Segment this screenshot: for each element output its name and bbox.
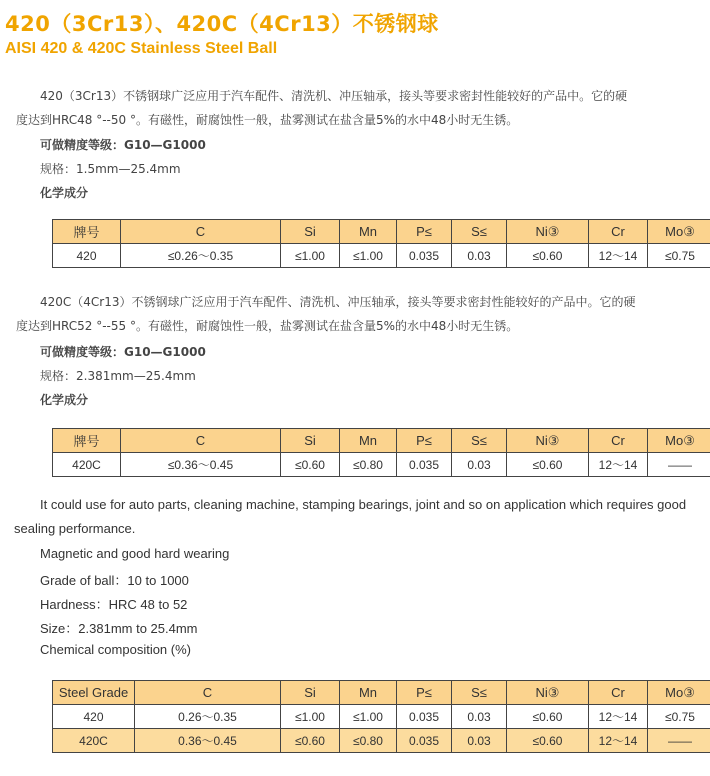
table-cell: ≤1.00: [281, 705, 340, 729]
section2-chem-label: 化学成分: [40, 393, 89, 407]
header-cell: Cr: [589, 429, 648, 453]
section2-desc-line2: 度达到HRC52 °--55 °。有磁性，耐腐蚀性一般，盐雾测试在盐含量5%的水中48小时无生锈。: [16, 319, 519, 333]
header-cell: Mn: [340, 429, 397, 453]
table-cell: ≤1.00: [281, 244, 340, 268]
header-cell: Mo③: [648, 429, 710, 453]
table-cell: 420C: [53, 729, 135, 753]
table-row: [53, 705, 710, 729]
table-420: [52, 219, 710, 268]
header-cell: Si: [281, 681, 340, 705]
header-cell: S≤: [452, 681, 507, 705]
header-cell: P≤: [397, 220, 452, 244]
table-cell: 0.035: [397, 244, 452, 268]
table-cell: 0.03: [452, 244, 507, 268]
table-header-row: [53, 429, 710, 453]
table-cell: 420: [53, 705, 135, 729]
table-cell: ≤0.60: [507, 705, 589, 729]
table-cell: ≤0.80: [340, 729, 397, 753]
header-cell: 牌号: [53, 429, 121, 453]
header-cell: P≤: [397, 681, 452, 705]
english-hardness: Hardness：HRC 48 to 52: [40, 597, 188, 612]
section1-grade: 可做精度等级：G10—G1000: [40, 138, 206, 152]
header-cell: Cr: [589, 681, 648, 705]
header-cell: Ni③: [507, 429, 589, 453]
header-cell: S≤: [452, 429, 507, 453]
table-header-row: [53, 220, 710, 244]
table-cell: ≤0.60: [507, 729, 589, 753]
header-cell: Si: [281, 429, 340, 453]
header-cell: C: [135, 681, 281, 705]
english-magnetic: Magnetic and good hard wearing: [40, 546, 230, 561]
header-cell: S≤: [452, 220, 507, 244]
english-grade: Grade of ball：10 to 1000: [40, 573, 189, 588]
header-cell: Mn: [340, 681, 397, 705]
table-cell: 0.03: [452, 453, 507, 477]
page-title-cn: 420（3Cr13）、420C（4Cr13）不锈钢球: [5, 12, 439, 36]
header-cell: C: [121, 220, 281, 244]
table-cell: ≤0.36～0.45: [121, 453, 281, 477]
section1-chem-label: 化学成分: [40, 186, 89, 200]
table-cell: 0.36～0.45: [135, 729, 281, 753]
table-cell: ——: [648, 453, 710, 477]
header-cell: P≤: [397, 429, 452, 453]
table-cell: ≤0.75: [648, 244, 710, 268]
table-cell: ≤0.75: [648, 705, 710, 729]
header-cell: C: [121, 429, 281, 453]
header-cell: Mn: [340, 220, 397, 244]
table-cell: ≤0.60: [281, 453, 340, 477]
table-cell: 12～14: [589, 453, 648, 477]
table-cell: 0.035: [397, 705, 452, 729]
header-cell: Cr: [589, 220, 648, 244]
table-cell: ≤1.00: [340, 244, 397, 268]
table-row: [53, 453, 710, 477]
table-cell: ≤0.60: [507, 453, 589, 477]
table-cell: ≤0.60: [507, 244, 589, 268]
table-cell: 12～14: [589, 705, 648, 729]
table-cell: 420: [53, 244, 121, 268]
table-cell: 12～14: [589, 729, 648, 753]
table-row: [53, 244, 710, 268]
header-cell: Si: [281, 220, 340, 244]
header-cell: Mo③: [648, 220, 710, 244]
header-cell: 牌号: [53, 220, 121, 244]
table-420c: [52, 428, 710, 477]
table-cell: 12～14: [589, 244, 648, 268]
header-cell: Steel Grade: [53, 681, 135, 705]
english-size: Size：2.381mm to 25.4mm: [40, 621, 198, 636]
table-cell: 0.03: [452, 705, 507, 729]
table-cell: ≤0.60: [281, 729, 340, 753]
section1-desc-line2: 度达到HRC48 °--50 °。有磁性，耐腐蚀性一般，盐雾测试在盐含量5%的水中48小时无生锈。: [16, 113, 519, 127]
section1-spec: 规格：1.5mm—25.4mm: [40, 162, 181, 176]
table-english: [52, 680, 710, 753]
section1-desc-line1: 420（3Cr13）不锈钢球广泛应用于汽车配件、清洗机、冲压轴承，接头等要求密封性能较好的产品中。它的硬: [40, 89, 628, 103]
table-cell: 420C: [53, 453, 121, 477]
table-cell: 0.03: [452, 729, 507, 753]
section2-desc-line1: 420C（4Cr13）不锈钢球广泛应用于汽车配件、清洗机、冲压轴承，接头等要求密封性能较好的产品中。它的硬: [40, 295, 636, 309]
table-row: [53, 729, 710, 753]
table-cell: ≤1.00: [340, 705, 397, 729]
table-cell: ≤0.80: [340, 453, 397, 477]
header-cell: Ni③: [507, 220, 589, 244]
section2-spec: 规格：2.381mm—25.4mm: [40, 369, 196, 383]
header-cell: Ni③: [507, 681, 589, 705]
table-cell: 0.26～0.35: [135, 705, 281, 729]
table-cell: ——: [648, 729, 710, 753]
header-cell: Mo③: [648, 681, 710, 705]
english-desc-line2: sealing performance.: [14, 521, 136, 536]
table-cell: 0.035: [397, 729, 452, 753]
table-cell: 0.035: [397, 453, 452, 477]
english-desc-line1: It could use for auto parts, cleaning machine, stamping bearings, joint and so on application which requires good: [40, 497, 687, 512]
table-header-row: [53, 681, 710, 705]
table-cell: ≤0.26～0.35: [121, 244, 281, 268]
section2-grade: 可做精度等级：G10—G1000: [40, 345, 206, 359]
page-title-en: AISI 420 & 420C Stainless Steel Ball: [5, 40, 278, 57]
english-chem-label: Chemical composition (%): [40, 642, 191, 657]
